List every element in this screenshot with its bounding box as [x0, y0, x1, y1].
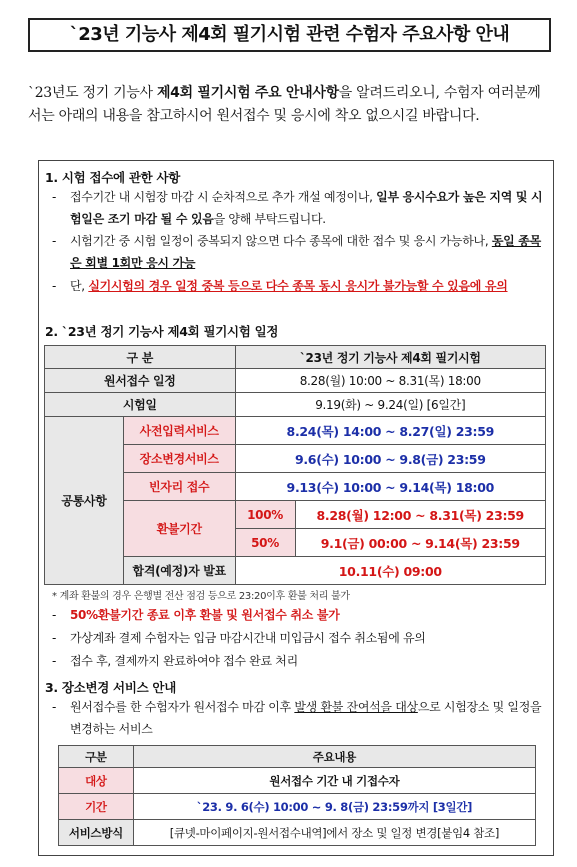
- intro-paragraph: `23년도 정기 기능사 제4회 필기시험 주요 안내사항을 알려드리오니, 수험자 여러분께서는 아래의 내용을 참고하시어 원서접수 및 응시에 착오 없으시길 바랍니다.: [28, 85, 541, 124]
- common-label: 공통사항: [45, 417, 124, 585]
- refund-100-value: 8.28(월) 12:00 ~ 8.31(목) 23:59: [295, 501, 546, 529]
- target-value: 원서접수 기간 내 기접수자: [133, 768, 535, 794]
- apply-value: 8.28(월) 10:00 ~ 8.31(목) 18:00: [235, 369, 545, 393]
- refund-50-value: 9.1(금) 00:00 ~ 9.14(목) 23:59: [295, 529, 546, 557]
- section1-heading: 1. 시험 접수에 관한 사항: [45, 170, 181, 185]
- section1-item3: - 단, 실기시험의 경우 일정 중복 등으로 다수 종목 동시 응시가 불가능할 수 있음에 유의: [52, 279, 508, 293]
- refund-50-pct: 50%: [235, 529, 295, 557]
- col-right: 주요내용: [133, 746, 535, 768]
- schedule-table: [44, 345, 546, 585]
- section3-heading: 3. 장소변경 서비스 안내: [45, 680, 176, 695]
- header-exam: `23년 정기 기능사 제4회 필기시험: [235, 346, 545, 369]
- apply-label: 원서접수 일정: [45, 369, 236, 393]
- section2-bullet2: - 가상계좌 결제 수험자는 입금 마감시간내 미입금시 접수 취소됨에 유의: [52, 631, 426, 645]
- refund-100-pct: 100%: [235, 501, 295, 529]
- refund-note: * 계좌 환불의 경우 은행별 전산 점검 등으로 23:20이후 환불 처리 불가: [52, 591, 350, 602]
- page-title: `23년 기능사 제4회 필기시험 관련 수험자 주요사항 안내: [28, 18, 551, 52]
- section2-bullet1: - 50%환불기간 종료 이후 환불 및 원서접수 취소 불가: [52, 608, 340, 622]
- section1-item2: - 시험기간 중 시험 일정이 중복되지 않으면 다수 종목에 대한 접수 및 응시 가능하나, 동일 종목은 회별 1회만 응시 가능: [52, 234, 541, 270]
- change-service-table: [58, 745, 536, 846]
- exam-label: 시험일: [45, 393, 236, 417]
- col-left: 구분: [59, 746, 134, 768]
- period-label: 기간: [59, 794, 134, 820]
- section2-heading: 2. `23년 정기 기능사 제4회 필기시험 일정: [45, 324, 279, 339]
- period-value: `23. 9. 6(수) 10:00 ~ 9. 8(금) 23:59까지 [3일간]: [133, 794, 535, 820]
- vacancy-label: 빈자리 접수: [123, 473, 235, 501]
- method-value: [큐넷-마이페이지-원서접수내역]에서 장소 및 일정 변경[붙임4 참조]: [133, 820, 535, 846]
- change-value: 9.6(수) 10:00 ~ 9.8(금) 23:59: [235, 445, 545, 473]
- exam-value: 9.19(화) ~ 9.24(일) [6일간]: [235, 393, 545, 417]
- header-category: 구 분: [45, 346, 236, 369]
- pass-label: 합격(예정)자 발표: [123, 557, 235, 585]
- method-label: 서비스방식: [59, 820, 134, 846]
- target-label: 대상: [59, 768, 134, 794]
- change-label: 장소변경서비스: [123, 445, 235, 473]
- pre-input-value: 8.24(목) 14:00 ~ 8.27(일) 23:59: [235, 417, 545, 445]
- section3-item: - 원서접수를 한 수험자가 원서접수 마감 이후 발생 환불 잔여석을 대상으로 시험장소 및 일정을 변경하는 서비스: [52, 700, 542, 736]
- refund-label: 환불기간: [123, 501, 235, 557]
- pre-input-label: 사전입력서비스: [123, 417, 235, 445]
- pass-value: 10.11(수) 09:00: [235, 557, 545, 585]
- section2-bullet3: - 접수 후, 결제까지 완료하여야 접수 완료 처리: [52, 654, 298, 668]
- section1-item1: - 접수기간 내 시험장 마감 시 순차적으로 추가 개설 예정이나, 일부 응시수요가 높은 지역 및 시험일은 조기 마감 될 수 있음을 양해 부탁드립니다.: [52, 190, 543, 226]
- vacancy-value: 9.13(수) 10:00 ~ 9.14(목) 18:00: [235, 473, 545, 501]
